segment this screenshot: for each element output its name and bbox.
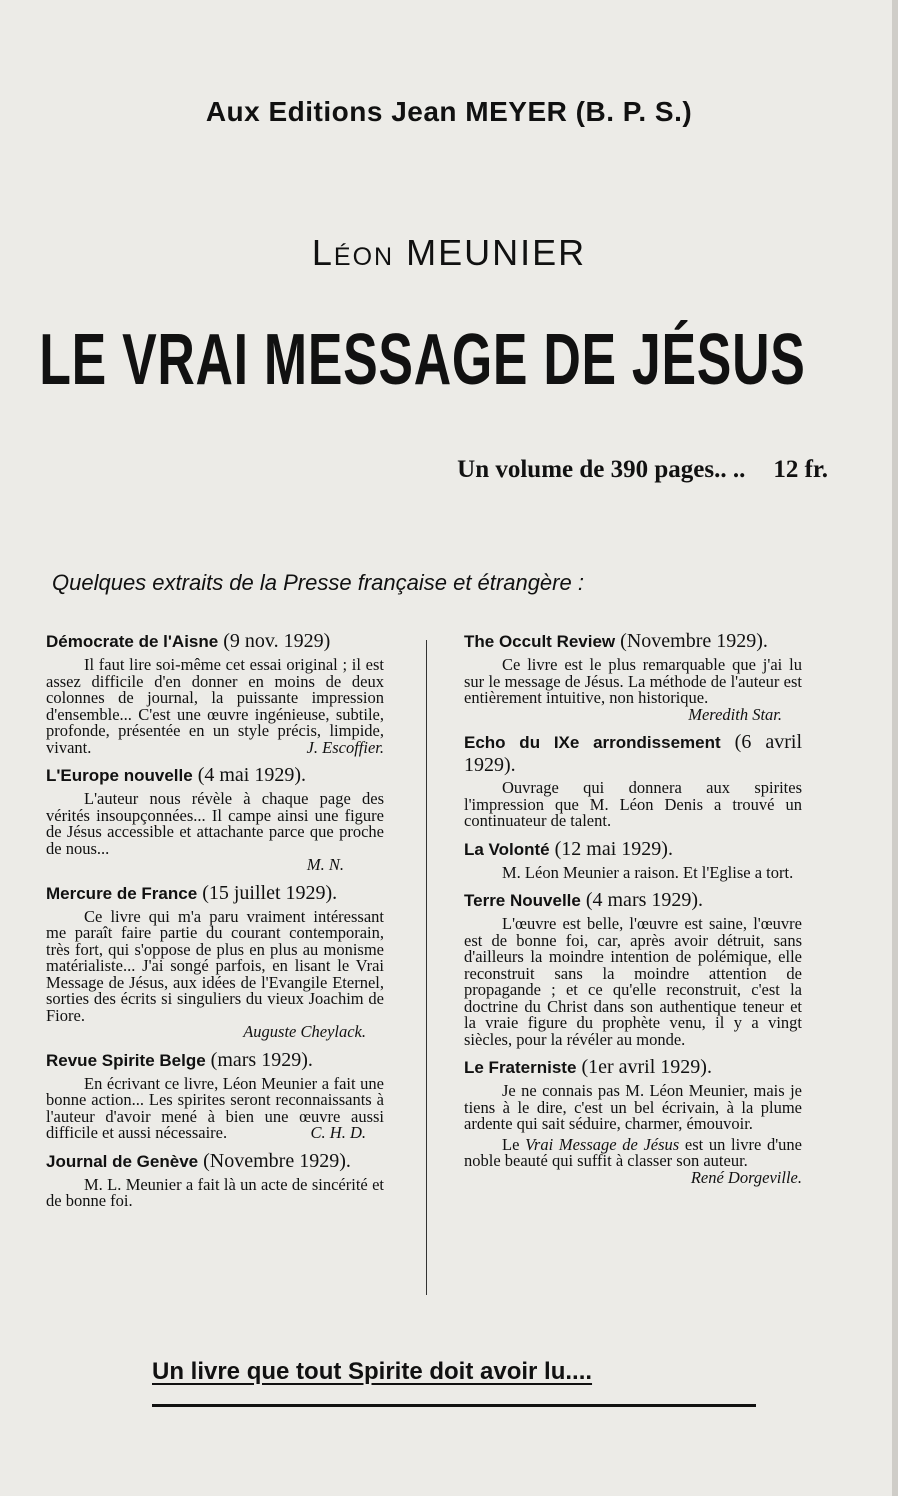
press-entry [46, 882, 384, 1041]
entry-text [46, 657, 384, 756]
left-column [46, 630, 384, 1218]
entry-text [46, 906, 384, 1025]
entry-signature: M. N. [306, 855, 344, 874]
entry-header [46, 1049, 384, 1072]
entry-quote: M. L. Meunier a fait là un acte de sincérité et de bonne foi. [46, 1174, 384, 1210]
entry-header [46, 882, 384, 905]
entry-text [46, 791, 384, 857]
entry-header [464, 889, 802, 912]
author-last-name: MEUNIER [406, 232, 587, 273]
entry-quote: L'auteur nous révèle à chaque page des vérités insoupçonnées... Il campe ainsi une figure de Jésus accessible et attachante parce que proche de nous... [46, 789, 384, 858]
entry-quote: Ce livre est le plus remarquable que j'ai lu sur le message de Jésus. La méthode de l'auteur est entièrement intuitive, non historique. [464, 655, 802, 707]
press-entry [464, 1056, 803, 1187]
entry-signature: Auguste Cheylack. [243, 1022, 366, 1041]
entry-source: Mercure de France [46, 883, 198, 903]
entry-source: The Occult Review [464, 632, 616, 651]
volume-info [457, 456, 828, 484]
entry-text-continued [464, 1134, 803, 1187]
entry-source: Echo du IXe arrondissement [464, 733, 721, 752]
entry-source: La Volonté [464, 839, 550, 859]
entry-header [46, 764, 384, 787]
entry-header [46, 1150, 384, 1173]
entry-quote: Je ne connais pas M. Léon Meunier, mais je tiens à le dire, c'est un bel écrivain, à la plume ardente qui sait séduire, charmer, émouvoir. [464, 1081, 802, 1133]
entry-text [464, 657, 802, 707]
volume-price: 12 fr. [773, 456, 828, 483]
page-edge [892, 0, 898, 1496]
extracts-heading: Quelques extraits de la Presse française et étrangère : [52, 570, 584, 595]
entry-text [464, 862, 802, 882]
entry-quote-book-title: Vrai Message de Jésus [525, 1134, 680, 1154]
press-entry [46, 1150, 384, 1210]
entry-text [46, 1073, 384, 1142]
entry-date: (Novembre 1929). [203, 1149, 351, 1172]
entry-date: (12 mai 1929). [554, 837, 673, 860]
column-divider [426, 640, 427, 1295]
entry-date: (1er avril 1929). [581, 1056, 712, 1078]
entry-date: (Novembre 1929). [620, 630, 768, 652]
entry-date: (9 nov. 1929) [223, 630, 331, 652]
press-entry [46, 764, 384, 874]
entry-date: (4 mars 1929). [585, 889, 704, 911]
entry-signature: René Dorgeville. [690, 1167, 802, 1187]
publisher-line: Aux Editions Jean MEYER (B. P. S.) [205, 96, 693, 127]
book-title: LE VRAI MESSAGE DE JÉSUS [39, 320, 806, 400]
entry-source: L'Europe nouvelle [46, 766, 193, 785]
entry-header [46, 630, 384, 653]
press-entry [464, 630, 802, 723]
footer-rule [152, 1404, 756, 1407]
entry-source: Revue Spirite Belge [46, 1050, 206, 1070]
footer-slogan: Un livre que tout Spirite doit avoir lu.... [152, 1358, 593, 1385]
right-column [464, 630, 802, 1186]
volume-pages: Un volume de 390 pages.. .. [457, 456, 746, 483]
press-entry [464, 838, 802, 882]
entry-quote: Ce livre qui m'a paru vraiment intéressant me paraît faire partie du courant contemporain, très fort, qui s'oppose de plus en plus au monisme matérialiste... J'ai songé parfois, en lisant le Vrai Message de Jésus, aux idées de l'Evangile Eternel, sorties des écrits si singuliers du vieux Joachim de Fiore. [46, 906, 384, 1025]
entry-source: Terre Nouvelle [464, 891, 581, 910]
entry-source: Le Fraterniste [464, 1058, 577, 1077]
entry-text [464, 780, 802, 830]
entry-signature: C. H. D. [310, 1123, 366, 1142]
author-name [0, 232, 898, 274]
author-first-name: Léon [311, 232, 395, 273]
entry-quote: L'œuvre est belle, l'œuvre est saine, l'œuvre est de bonne foi, car, après avoir détruit, sans d'ailleurs la moindre intention de polémique, elle reconstruit sans la moindre attention de propagande ; et ce qu'elle reconstruit, c'est la doctrine du Christ dans son authentique teneur et la vraie figure du prophète venu, il y a vingt siècles, pour la révéler au monde. [464, 914, 802, 1049]
entry-header [464, 731, 802, 776]
entry-date: (4 mai 1929). [197, 764, 306, 786]
entry-date: (6 avril 1929). [464, 731, 803, 776]
entry-quote: En écrivant ce livre, Léon Meunier a fait une bonne action... Les spirites seront reconnaissants à l'auteur d'avoir mené à bien une œuvre aussi difficile et aussi nécessaire. [46, 1073, 384, 1142]
entry-quote-post: est un livre d'une noble beauté qui suffit à classer son auteur. [464, 1134, 803, 1170]
entry-signature: J. Escoffier. [306, 737, 384, 757]
entry-date: (15 juillet 1929). [202, 881, 338, 904]
entry-text [46, 1174, 384, 1210]
entry-text [464, 1083, 802, 1133]
entry-source: Journal de Genève [46, 1151, 199, 1171]
entry-quote: Il faut lire soi-même cet essai original ; il est assez difficile d'en donner en moins de deux colonnes de journal, la puissante impression d'ensemble... C'est une œuvre ingénieuse, subtile, profonde, présentée en un style précis, limpide, vivant. [46, 655, 384, 757]
entry-date: (mars 1929). [210, 1048, 313, 1071]
entry-signature: Meredith Star. [688, 704, 782, 724]
press-entry [464, 731, 802, 830]
entry-source: Démocrate de l'Aisne [46, 632, 219, 651]
entry-text [464, 916, 802, 1048]
entry-quote-pre: Le [502, 1134, 526, 1154]
entry-header [464, 1056, 802, 1079]
entry-quote: M. Léon Meunier a raison. Et l'Eglise a tort. [502, 862, 794, 882]
press-entry [464, 889, 802, 1048]
entry-header [464, 838, 802, 861]
press-entry [46, 1049, 384, 1142]
entry-quote: Ouvrage qui donnera aux spirites l'impression que M. Léon Denis a trouvé un continuateur de talent. [464, 778, 802, 830]
entry-header [464, 630, 802, 653]
press-entry [46, 630, 384, 756]
